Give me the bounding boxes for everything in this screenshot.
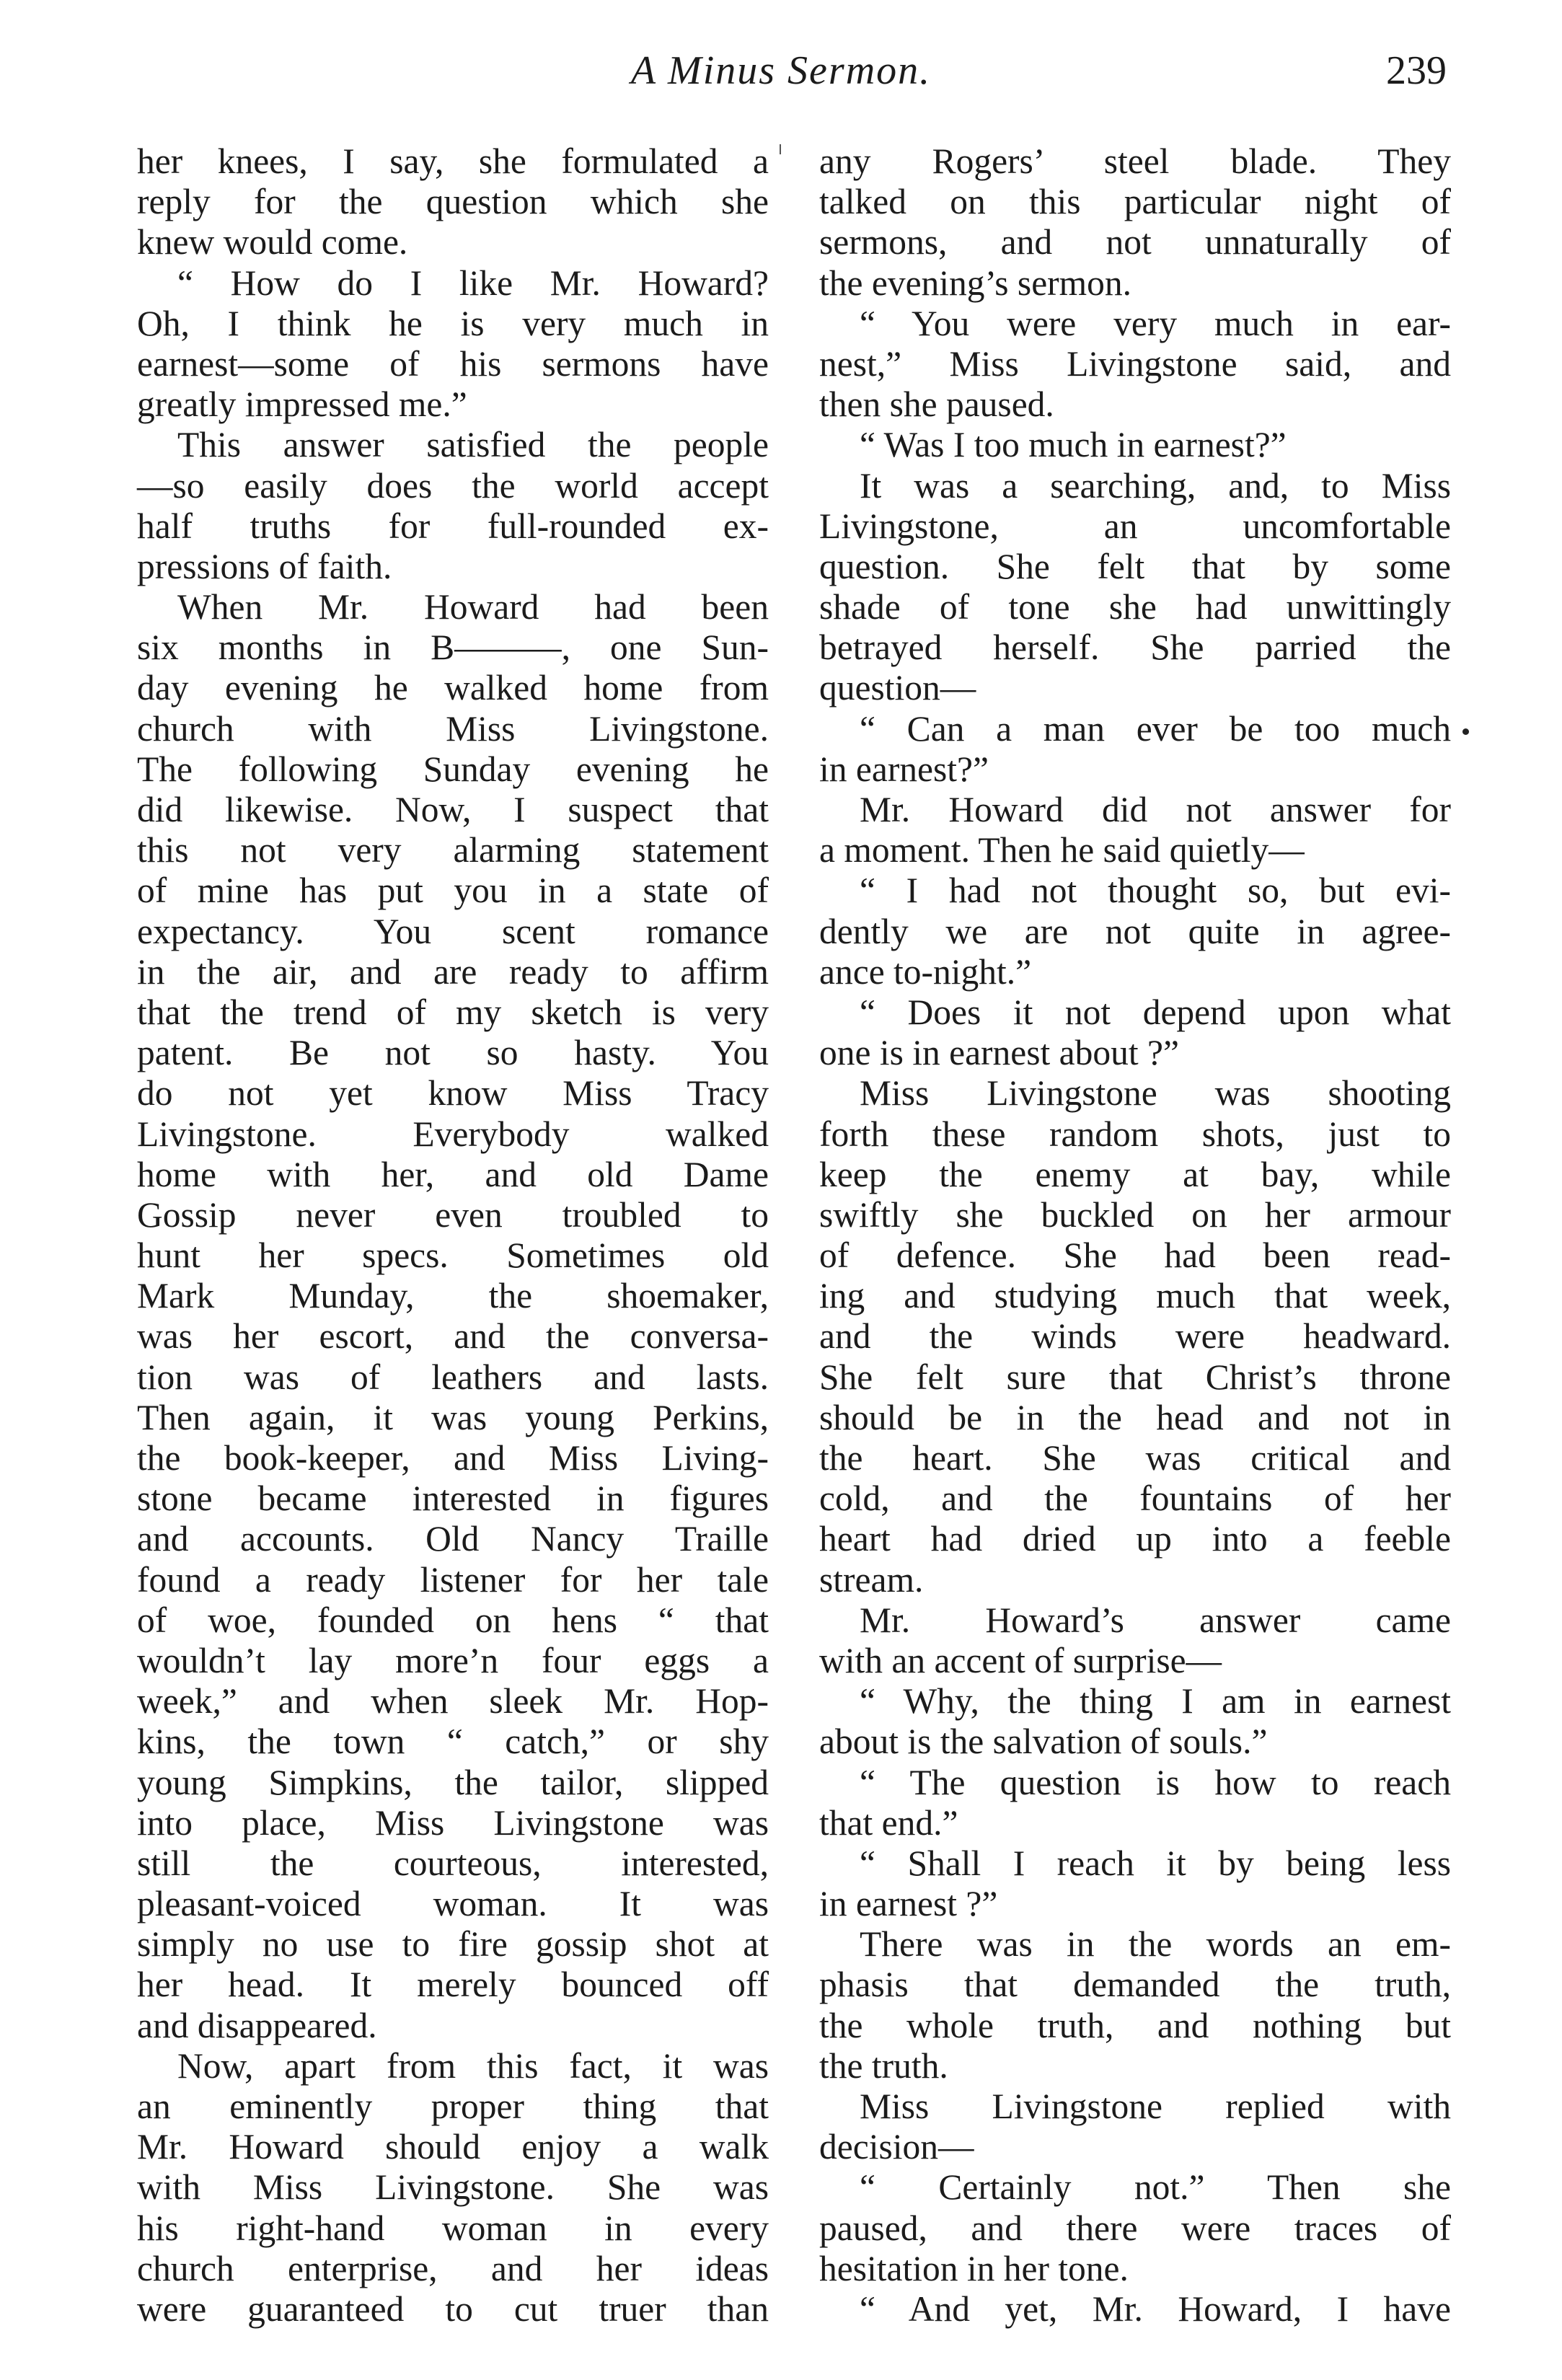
- text-line: still the courteous, interested,: [137, 1843, 769, 1883]
- text-line: forth these random shots, just to: [819, 1114, 1451, 1154]
- text-line: that end.”: [819, 1802, 958, 1843]
- text-line: week,” and when sleek Mr. Hop-: [137, 1681, 769, 1722]
- text-line: Now, apart from this fact, it was: [177, 2045, 769, 2086]
- text-line: knew would come.: [137, 222, 408, 263]
- text-line: home with her, and old Dame: [137, 1154, 769, 1194]
- text-line: a moment. Then he said quietly—: [819, 830, 1305, 871]
- text-line: earnest—some of his sermons have: [137, 343, 769, 384]
- text-line: the whole truth, and nothing but: [819, 2005, 1451, 2045]
- text-line: dently we are not quite in agree-: [819, 911, 1451, 951]
- text-line: stream.: [819, 1559, 924, 1600]
- text-line: cold, and the fountains of her: [819, 1478, 1451, 1519]
- text-line: day evening he walked home from: [137, 668, 769, 708]
- text-line: The following Sunday evening he: [137, 749, 769, 789]
- text-line: six months in B———, one Sun-: [137, 627, 769, 668]
- text-line: of woe, founded on hens “ that: [137, 1600, 769, 1640]
- text-line: “ Does it not depend upon what: [860, 992, 1451, 1032]
- text-line: that the trend of my sketch is very: [137, 992, 769, 1032]
- text-line: Gossip never even troubled to: [137, 1194, 769, 1235]
- text-line: paused, and there were traces of: [819, 2208, 1451, 2248]
- text-line: found a ready listener for her tale: [137, 1559, 769, 1600]
- text-line: “ Shall I reach it by being less: [860, 1843, 1451, 1883]
- text-line: about is the salvation of souls.”: [819, 1722, 1268, 1762]
- right-column: [819, 141, 1451, 2330]
- text-line: “ And yet, Mr. Howard, I have: [860, 2288, 1451, 2329]
- text-line: and accounts. Old Nancy Traille: [137, 1519, 769, 1559]
- page-number: 239: [1386, 48, 1447, 93]
- text-line: half truths for full-rounded ex-: [137, 506, 769, 546]
- text-line: of defence. She had been read-: [819, 1235, 1451, 1276]
- text-line: talked on this particular night of: [819, 182, 1451, 222]
- text-line: the heart. She was critical and: [819, 1438, 1451, 1478]
- text-line: do not yet know Miss Tracy: [137, 1073, 769, 1114]
- text-line: with an accent of surprise—: [819, 1640, 1222, 1680]
- text-line: She felt sure that Christ’s throne: [819, 1357, 1451, 1397]
- text-line: patent. Be not so hasty. You: [137, 1033, 769, 1073]
- text-line: “ Can a man ever be too much: [860, 708, 1451, 749]
- text-line: were guaranteed to cut truer than: [137, 2288, 769, 2329]
- margin-dot-mark: [1462, 728, 1469, 735]
- text-line: betrayed herself. She parried the: [819, 627, 1451, 668]
- text-line: question—: [819, 668, 976, 708]
- text-line: simply no use to fire gossip shot at: [137, 1924, 769, 1965]
- text-line: “ You were very much in ear-: [860, 303, 1451, 343]
- text-line: and disappeared.: [137, 2005, 377, 2045]
- text-line: Livingstone. Everybody walked: [137, 1114, 769, 1154]
- text-line: Oh, I think he is very much in: [137, 303, 769, 343]
- text-line: Then again, it was young Perkins,: [137, 1397, 769, 1437]
- text-line: the book-keeper, and Miss Living-: [137, 1438, 769, 1478]
- text-line: sermons, and not unnaturally of: [819, 222, 1451, 263]
- text-line: young Simpkins, the tailor, slipped: [137, 1762, 769, 1802]
- text-line: It was a searching, and, to Miss: [860, 465, 1451, 506]
- text-line: stone became interested in figures: [137, 1478, 769, 1519]
- text-line: decision—: [819, 2127, 974, 2167]
- text-line: hesitation in her tone.: [819, 2248, 1129, 2288]
- text-line: of mine has put you in a state of: [137, 871, 769, 911]
- text-line: “ How do I like Mr. Howard?: [177, 263, 769, 303]
- text-line: greatly impressed me.”: [137, 384, 467, 425]
- text-line: into place, Miss Livingstone was: [137, 1802, 769, 1843]
- text-line: the truth.: [819, 2045, 948, 2086]
- text-line: should be in the head and not in: [819, 1397, 1451, 1437]
- text-line: one is in earnest about ?”: [819, 1033, 1179, 1073]
- text-line: in earnest?”: [819, 749, 989, 789]
- text-line: shade of tone she had unwittingly: [819, 587, 1451, 627]
- text-line: and the winds were headward.: [819, 1316, 1451, 1357]
- text-line: ing and studying much that week,: [819, 1276, 1451, 1316]
- text-line: question. She felt that by some: [819, 546, 1451, 586]
- text-line: Mark Munday, the shoemaker,: [137, 1276, 769, 1316]
- text-line: nest,” Miss Livingstone said, and: [819, 343, 1451, 384]
- text-line: this not very alarming statement: [137, 830, 769, 871]
- text-line: kins, the town “ catch,” or shy: [137, 1722, 769, 1762]
- text-line: “ The question is how to reach: [860, 1762, 1451, 1802]
- text-line: reply for the question which she: [137, 182, 769, 222]
- text-line: in the air, and are ready to affirm: [137, 951, 769, 992]
- text-line: her head. It merely bounced off: [137, 1965, 769, 2005]
- text-line: tion was of leathers and lasts.: [137, 1357, 769, 1397]
- text-line: “ I had not thought so, but evi-: [860, 871, 1451, 911]
- text-line: “ Certainly not.” Then she: [860, 2167, 1451, 2208]
- page-header: [0, 48, 1562, 120]
- text-line: Mr. Howard should enjoy a walk: [137, 2127, 769, 2167]
- text-line: “ Was I too much in earnest?”: [860, 425, 1287, 465]
- text-line: When Mr. Howard had been: [177, 587, 769, 627]
- text-line: pleasant-voiced woman. It was: [137, 1884, 769, 1924]
- text-line: There was in the words an em-: [860, 1924, 1451, 1965]
- text-line: did likewise. Now, I suspect that: [137, 790, 769, 829]
- text-line: then she paused.: [819, 384, 1054, 425]
- text-line: Livingstone, an uncomfortable: [819, 506, 1451, 546]
- text-line: —so easily does the world accept: [137, 465, 769, 506]
- text-line: his right-hand woman in every: [137, 2208, 769, 2248]
- text-line: her knees, I say, she formulated a: [137, 141, 769, 181]
- text-line: hunt her specs. Sometimes old: [137, 1235, 769, 1276]
- running-title: A Minus Sermon.: [630, 48, 932, 93]
- text-line: church enterprise, and her ideas: [137, 2248, 769, 2288]
- text-line: wouldn’t lay more’n four eggs a: [137, 1640, 769, 1680]
- text-line: an eminently proper thing that: [137, 2086, 769, 2126]
- text-line: church with Miss Livingstone.: [137, 708, 769, 749]
- text-line: the evening’s sermon.: [819, 263, 1132, 303]
- text-line: ance to-night.”: [819, 951, 1032, 992]
- text-line: This answer satisfied the people: [177, 425, 769, 465]
- text-line: “ Why, the thing I am in earnest: [860, 1681, 1451, 1722]
- column-divider-mark: [780, 144, 781, 154]
- text-line: swiftly she buckled on her armour: [819, 1194, 1451, 1235]
- text-line: any Rogers’ steel blade. They: [819, 141, 1451, 181]
- text-line: expectancy. You scent romance: [137, 911, 769, 951]
- text-line: pressions of faith.: [137, 546, 392, 586]
- text-line: heart had dried up into a feeble: [819, 1519, 1451, 1559]
- text-line: was her escort, and the conversa-: [137, 1316, 769, 1357]
- left-column: [137, 141, 769, 2330]
- text-line: Mr. Howard’s answer came: [860, 1600, 1451, 1640]
- text-line: in earnest ?”: [819, 1884, 998, 1924]
- text-line: keep the enemy at bay, while: [819, 1154, 1451, 1194]
- text-line: Miss Livingstone was shooting: [860, 1073, 1451, 1114]
- text-line: Miss Livingstone replied with: [860, 2086, 1451, 2126]
- text-line: Mr. Howard did not answer for: [860, 790, 1451, 829]
- text-line: phasis that demanded the truth,: [819, 1965, 1451, 2005]
- text-line: with Miss Livingstone. She was: [137, 2167, 769, 2208]
